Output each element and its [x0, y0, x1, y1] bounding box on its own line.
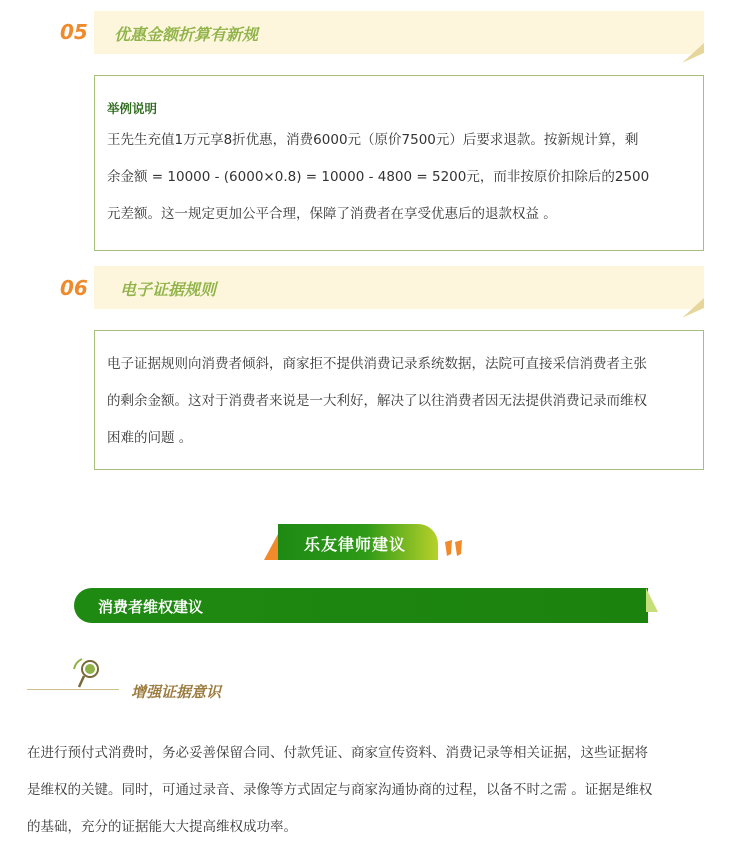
- section-05-line: 元差额。这一规定更加公平合理，保障了消费者在享受优惠后的退款权益 。: [107, 206, 557, 222]
- section-06-line: 电子证据规则向消费者倾斜，商家拒不提供消费记录系统数据，法院可直接采信消费者主张: [107, 356, 647, 372]
- advice-badge-bg: [278, 524, 438, 560]
- evidence-heading: 增强证据意识: [131, 683, 222, 701]
- consumer-advice-bar: [74, 588, 648, 623]
- section-05-subtitle: 举例说明: [107, 101, 158, 116]
- section-05-line: 余金额 = 10000 - (6000×0.8) = 10000 - 4800 = 5200元，而非按原价扣除后的2500: [107, 169, 650, 185]
- evidence-line: 在进行预付式消费时，务必妥善保留合同、付款凭证、商家宣传资料、消费记录等相关证据，这些证据将: [27, 745, 648, 761]
- quote-marks-icon: [445, 540, 465, 556]
- section-05-header: [94, 11, 704, 54]
- evidence-paragraph: [27, 735, 717, 846]
- bar-tail-decoration-icon: [646, 588, 658, 623]
- triangle-decoration-icon: [264, 534, 278, 560]
- evidence-line: 的基础，充分的证据能大大提高维权成功率。: [27, 819, 297, 835]
- section-06-title: 电子证据规则: [120, 280, 217, 299]
- section-05-box: [94, 75, 704, 251]
- advice-badge-label: 乐友律师建议: [304, 535, 407, 554]
- section-05-line: 王先生充值1万元享8折优惠，消费6000元（原价7500元）后要求退款。按新规计算，剩: [107, 132, 639, 148]
- section-06-box: [94, 330, 704, 470]
- page-fold-icon: [682, 298, 704, 318]
- section-06-line: 的剩余金额。这对于消费者来说是一大利好，解决了以往消费者因无法提供消费记录而维权: [107, 393, 647, 409]
- section-06-header: [94, 266, 704, 309]
- advice-badge: [264, 524, 474, 562]
- section-06-line: 困难的问题 。: [107, 430, 193, 446]
- section-05-title: 优惠金额折算有新规: [114, 25, 259, 44]
- magnifier-icon: [70, 657, 106, 693]
- section-05-number: 05: [60, 20, 88, 44]
- evidence-line: 是维权的关键。同时，可通过录音、录像等方式固定与商家沟通协商的过程，以备不时之需 。证据是维权: [27, 782, 653, 798]
- section-06-number: 06: [60, 276, 88, 300]
- consumer-advice-title: 消费者维权建议: [98, 598, 204, 616]
- page-fold-icon: [682, 43, 704, 63]
